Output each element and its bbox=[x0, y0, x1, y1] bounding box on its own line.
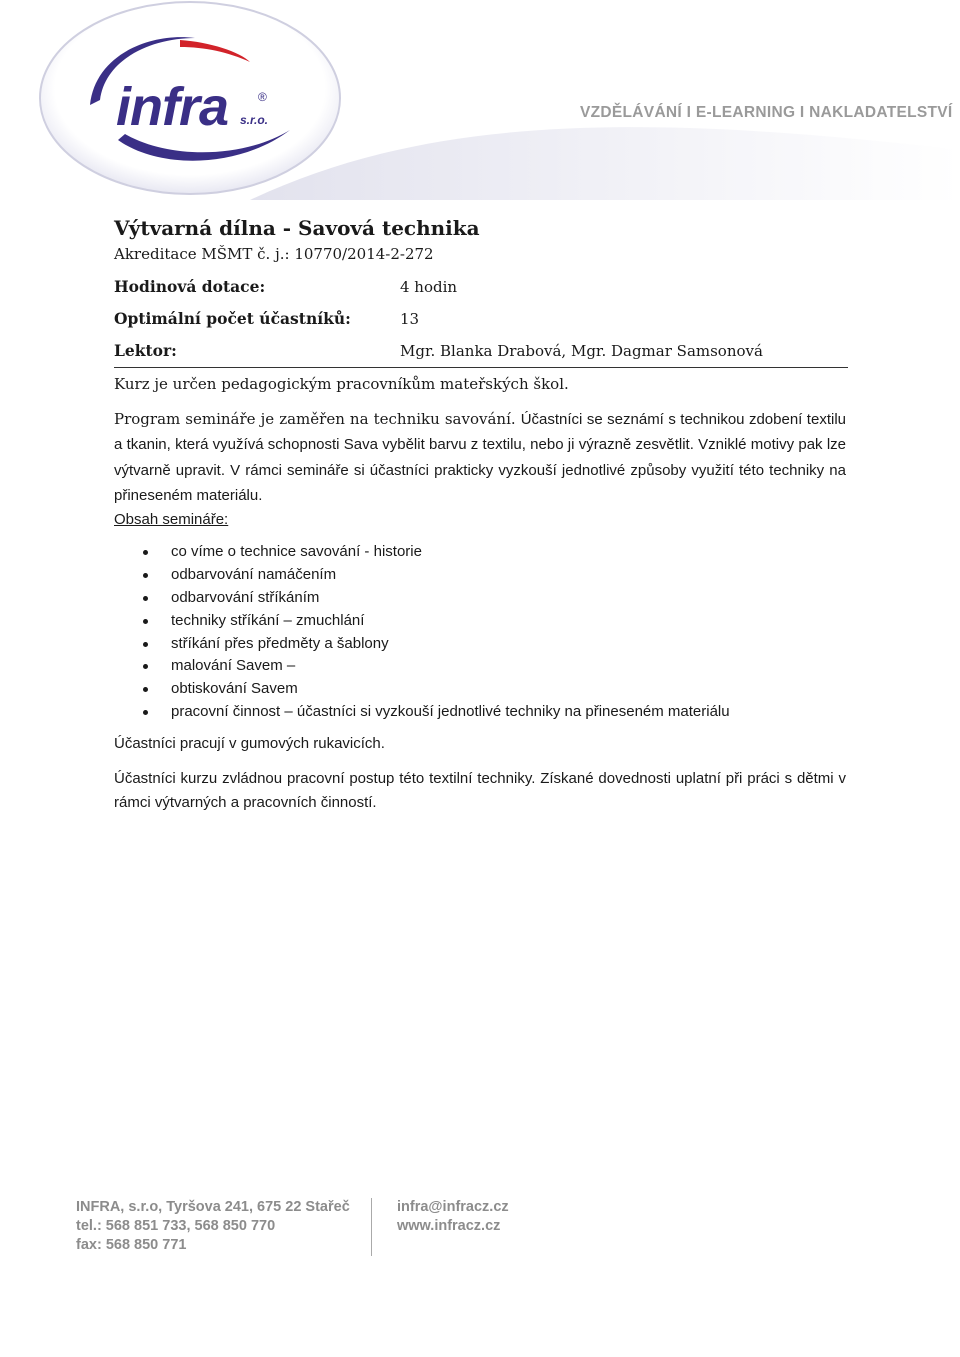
footer-separator bbox=[371, 1198, 372, 1256]
list-item: pracovní činnost – účastníci si vyzkouší jednotlivé techniky na přineseném materiálu bbox=[143, 701, 730, 724]
page-footer bbox=[0, 1190, 960, 1270]
header-divider bbox=[114, 367, 848, 368]
target-audience: Kurz je určen pedagogickým pracovníkům mateřských škol. bbox=[114, 375, 569, 393]
logo-wordmark: infra bbox=[116, 77, 229, 137]
logo-registered-mark: ® bbox=[258, 90, 267, 104]
footer-fax: fax: 568 850 771 bbox=[76, 1237, 187, 1253]
outcome-paragraph: Účastníci kurzu zvládnou pracovní postup této textilní techniky. Získané dovednosti uplatní při práci s dětmi v rámci výtvarných a pracovních činností. bbox=[114, 770, 846, 812]
footer-online bbox=[397, 1198, 509, 1236]
participants-value: 13 bbox=[400, 310, 420, 328]
list-item: malování Savem – bbox=[143, 655, 730, 678]
list-item: techniky stříkání – zmuchlání bbox=[143, 610, 730, 633]
footer-address: INFRA, s.r.o, Tyršova 241, 675 22 Stařeč bbox=[76, 1199, 350, 1215]
footer-email[interactable]: infra@infracz.cz bbox=[397, 1199, 509, 1215]
accreditation-number: Akreditace MŠMT č. j.: 10770/2014-2-272 bbox=[114, 245, 434, 263]
gloves-note: Účastníci pracují v gumových rukavicích. bbox=[114, 735, 385, 752]
lecturer-label: Lektor: bbox=[114, 341, 177, 360]
course-title: Výtvarná dílna - Savová technika bbox=[114, 216, 480, 240]
footer-contact bbox=[76, 1198, 350, 1255]
footer-web[interactable]: www.infracz.cz bbox=[397, 1218, 501, 1234]
program-text-sans: Účastníci se seznámí s technikou zdobení textilu a tkanin, která využívá schopnosti Sava vybělit barvu z textilu, nebo ji výrazně zesvětlit. Vzniklé motivy pak lze výtvarně upravit. bbox=[114, 411, 846, 479]
list-item: stříkání přes předměty a šablony bbox=[143, 633, 730, 656]
hours-label: Hodinová dotace: bbox=[114, 277, 266, 296]
contents-heading: Obsah semináře: bbox=[114, 511, 229, 528]
lecturer-value: Mgr. Blanka Drabová, Mgr. Dagmar Samsonová bbox=[400, 342, 763, 360]
participants-label: Optimální počet účastníků: bbox=[114, 309, 351, 328]
logo-sro: s.r.o. bbox=[240, 113, 269, 127]
contents-list bbox=[143, 541, 730, 724]
program-text-serif: Program semináře je zaměřen na techniku savování. bbox=[114, 410, 521, 428]
hours-value: 4 hodin bbox=[400, 278, 458, 296]
header-tagline: VZDĚLÁVÁNÍ I E-LEARNING I NAKLADATELSTVÍ bbox=[580, 104, 953, 121]
footer-phone: tel.: 568 851 733, 568 850 770 bbox=[76, 1218, 276, 1234]
list-item: odbarvování stříkáním bbox=[143, 587, 730, 610]
list-item: obtiskování Savem bbox=[143, 678, 730, 701]
list-item: co víme o technice savování - historie bbox=[143, 541, 730, 564]
program-text-end: V rámci semináře si účastníci prakticky vyzkouší jednotlivé způsoby využití této techniky na přineseném materiálu. bbox=[114, 461, 846, 505]
program-paragraph bbox=[114, 407, 846, 509]
page-header bbox=[0, 0, 960, 200]
list-item: odbarvování namáčením bbox=[143, 564, 730, 587]
